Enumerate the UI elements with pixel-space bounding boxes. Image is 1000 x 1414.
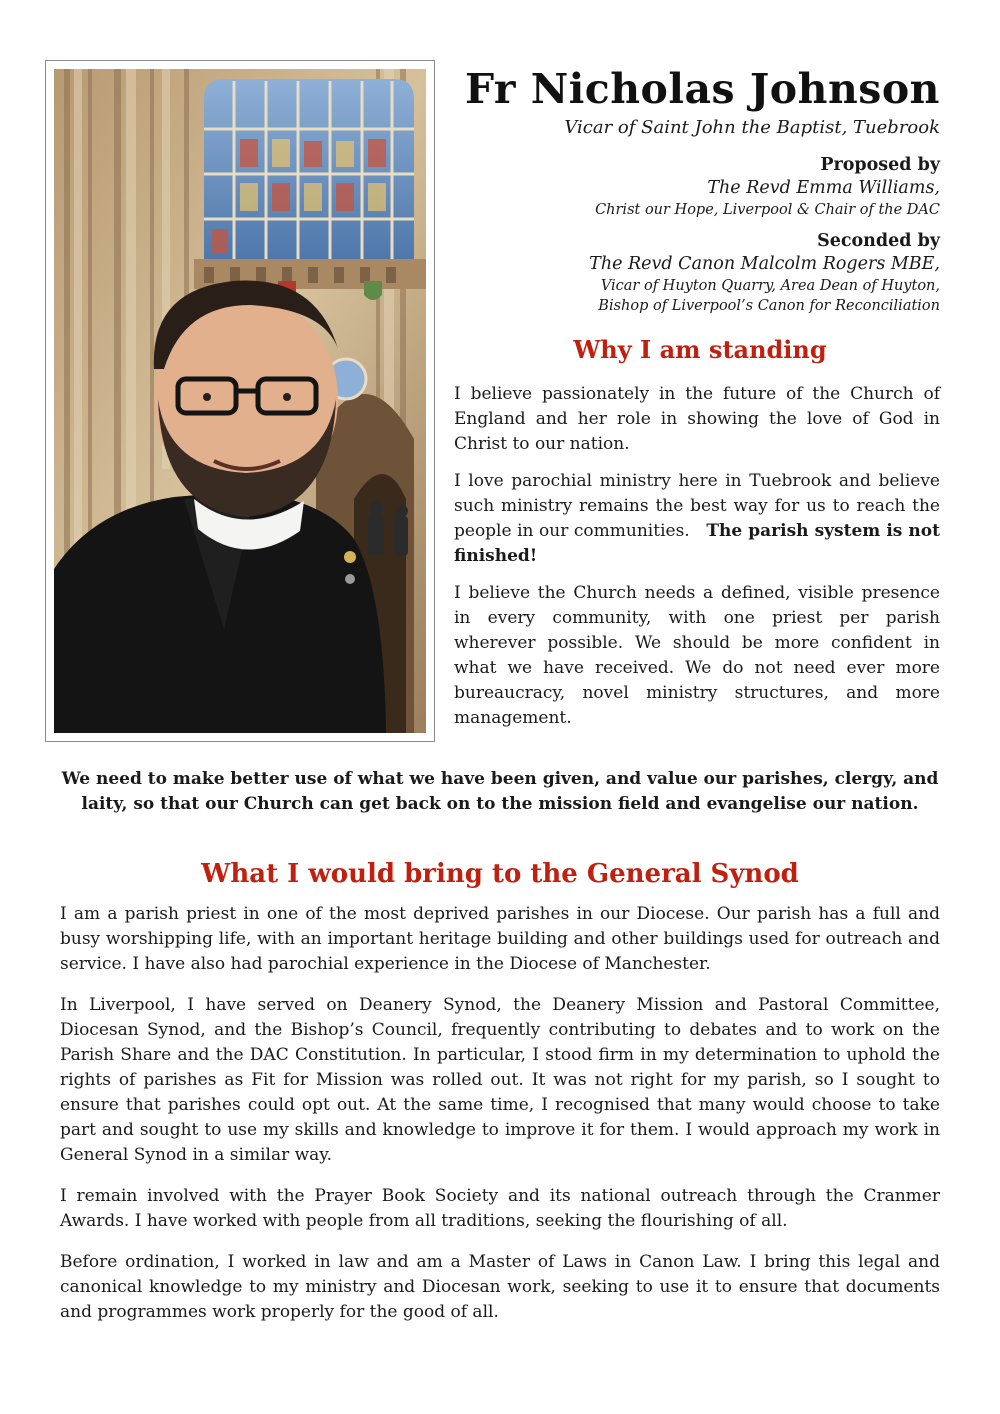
why-paragraph-2-text: I love parochial ministry here in Tuebrook and believe such ministry remains the best way for us to reach the people in our communities. <box>454 471 940 541</box>
why-paragraph-2-emphasis: The parish system is not finished! <box>454 521 940 566</box>
proposer-detail: Christ our Hope, Liverpool & Chair of the DAC <box>595 202 940 218</box>
why-paragraph-1: I believe passionately in the future of the Church of England and her role in showing the love of God in Christ to our nation. <box>454 384 940 454</box>
bring-paragraph: I am a parish priest in one of the most deprived parishes in our Diocese. Our parish has a full and busy worshipping life, with an important heritage building and other buildings used for outreach and service. I have also had parochial experience in the Diocese of Manchester. <box>60 904 940 974</box>
bring-paragraph: In Liverpool, I have served on Deanery Synod, the Deanery Mission and Pastoral Committee, Diocesan Synod, and the Bishop’s Council, frequently contributing to debates and to work on the Parish Share and the DAC Constitution. In particular, I stood firm in my determination to uphold the rights of parishes as Fit for Mission was rolled out. It was not right for my parish, so I sought to ensure that parishes could opt out. At the same time, I recognised that many would choose to take part and sought to use my skills and knowledge to improve it for them. I would approach my work in General Synod in a similar way. <box>60 995 940 1165</box>
candidate-role: Vicar of Saint John the Baptist, Tuebrook <box>564 117 940 138</box>
bring-paragraph: Before ordination, I worked in law and am a Master of Laws in Canon Law. I bring this legal and canonical knowledge to my ministry and Diocesan work, seeking to use it to ensure that documents and programmes work properly for the good of all. <box>60 1252 940 1322</box>
summary-statement: We need to make better use of what we have been given, and value our parishes, clergy, and laity, so that our Church can get back on to the mission field and evangelise our nation. <box>61 769 939 814</box>
why-paragraph-2 <box>454 469 940 569</box>
header-column <box>454 64 940 731</box>
proposed-by-heading: Proposed by <box>820 155 940 175</box>
bring-heading: What I would bring to the General Synod <box>201 859 799 889</box>
bring-paragraph: I remain involved with the Prayer Book Society and its national outreach through the Cranmer Awards. I have worked with people from all traditions, seeking the flourishing of all. <box>60 1186 940 1231</box>
why-standing-heading: Why I am standing <box>573 335 827 364</box>
candidate-portrait-photo <box>54 69 426 733</box>
bring-section <box>60 856 940 1325</box>
photo-frame <box>45 60 435 742</box>
seconder-detail: Bishop of Liverpool’s Canon for Reconciliation <box>598 298 940 314</box>
seconder-name: The Revd Canon Malcolm Rogers MBE, <box>589 254 940 274</box>
proposer-name: The Revd Emma Williams, <box>707 178 940 198</box>
candidate-name: Fr Nicholas Johnson <box>464 65 940 113</box>
seconder-detail: Vicar of Huyton Quarry, Area Dean of Huyton, <box>600 278 940 294</box>
why-paragraph-3: I believe the Church needs a defined, visible presence in every community, with one priest per parish wherever possible. We should be more confident in what we have received. We do not need ever more bureaucracy, novel ministry structures, and more management. <box>454 583 940 728</box>
portrait-illustration <box>54 69 426 733</box>
seconded-by-heading: Seconded by <box>817 231 940 251</box>
